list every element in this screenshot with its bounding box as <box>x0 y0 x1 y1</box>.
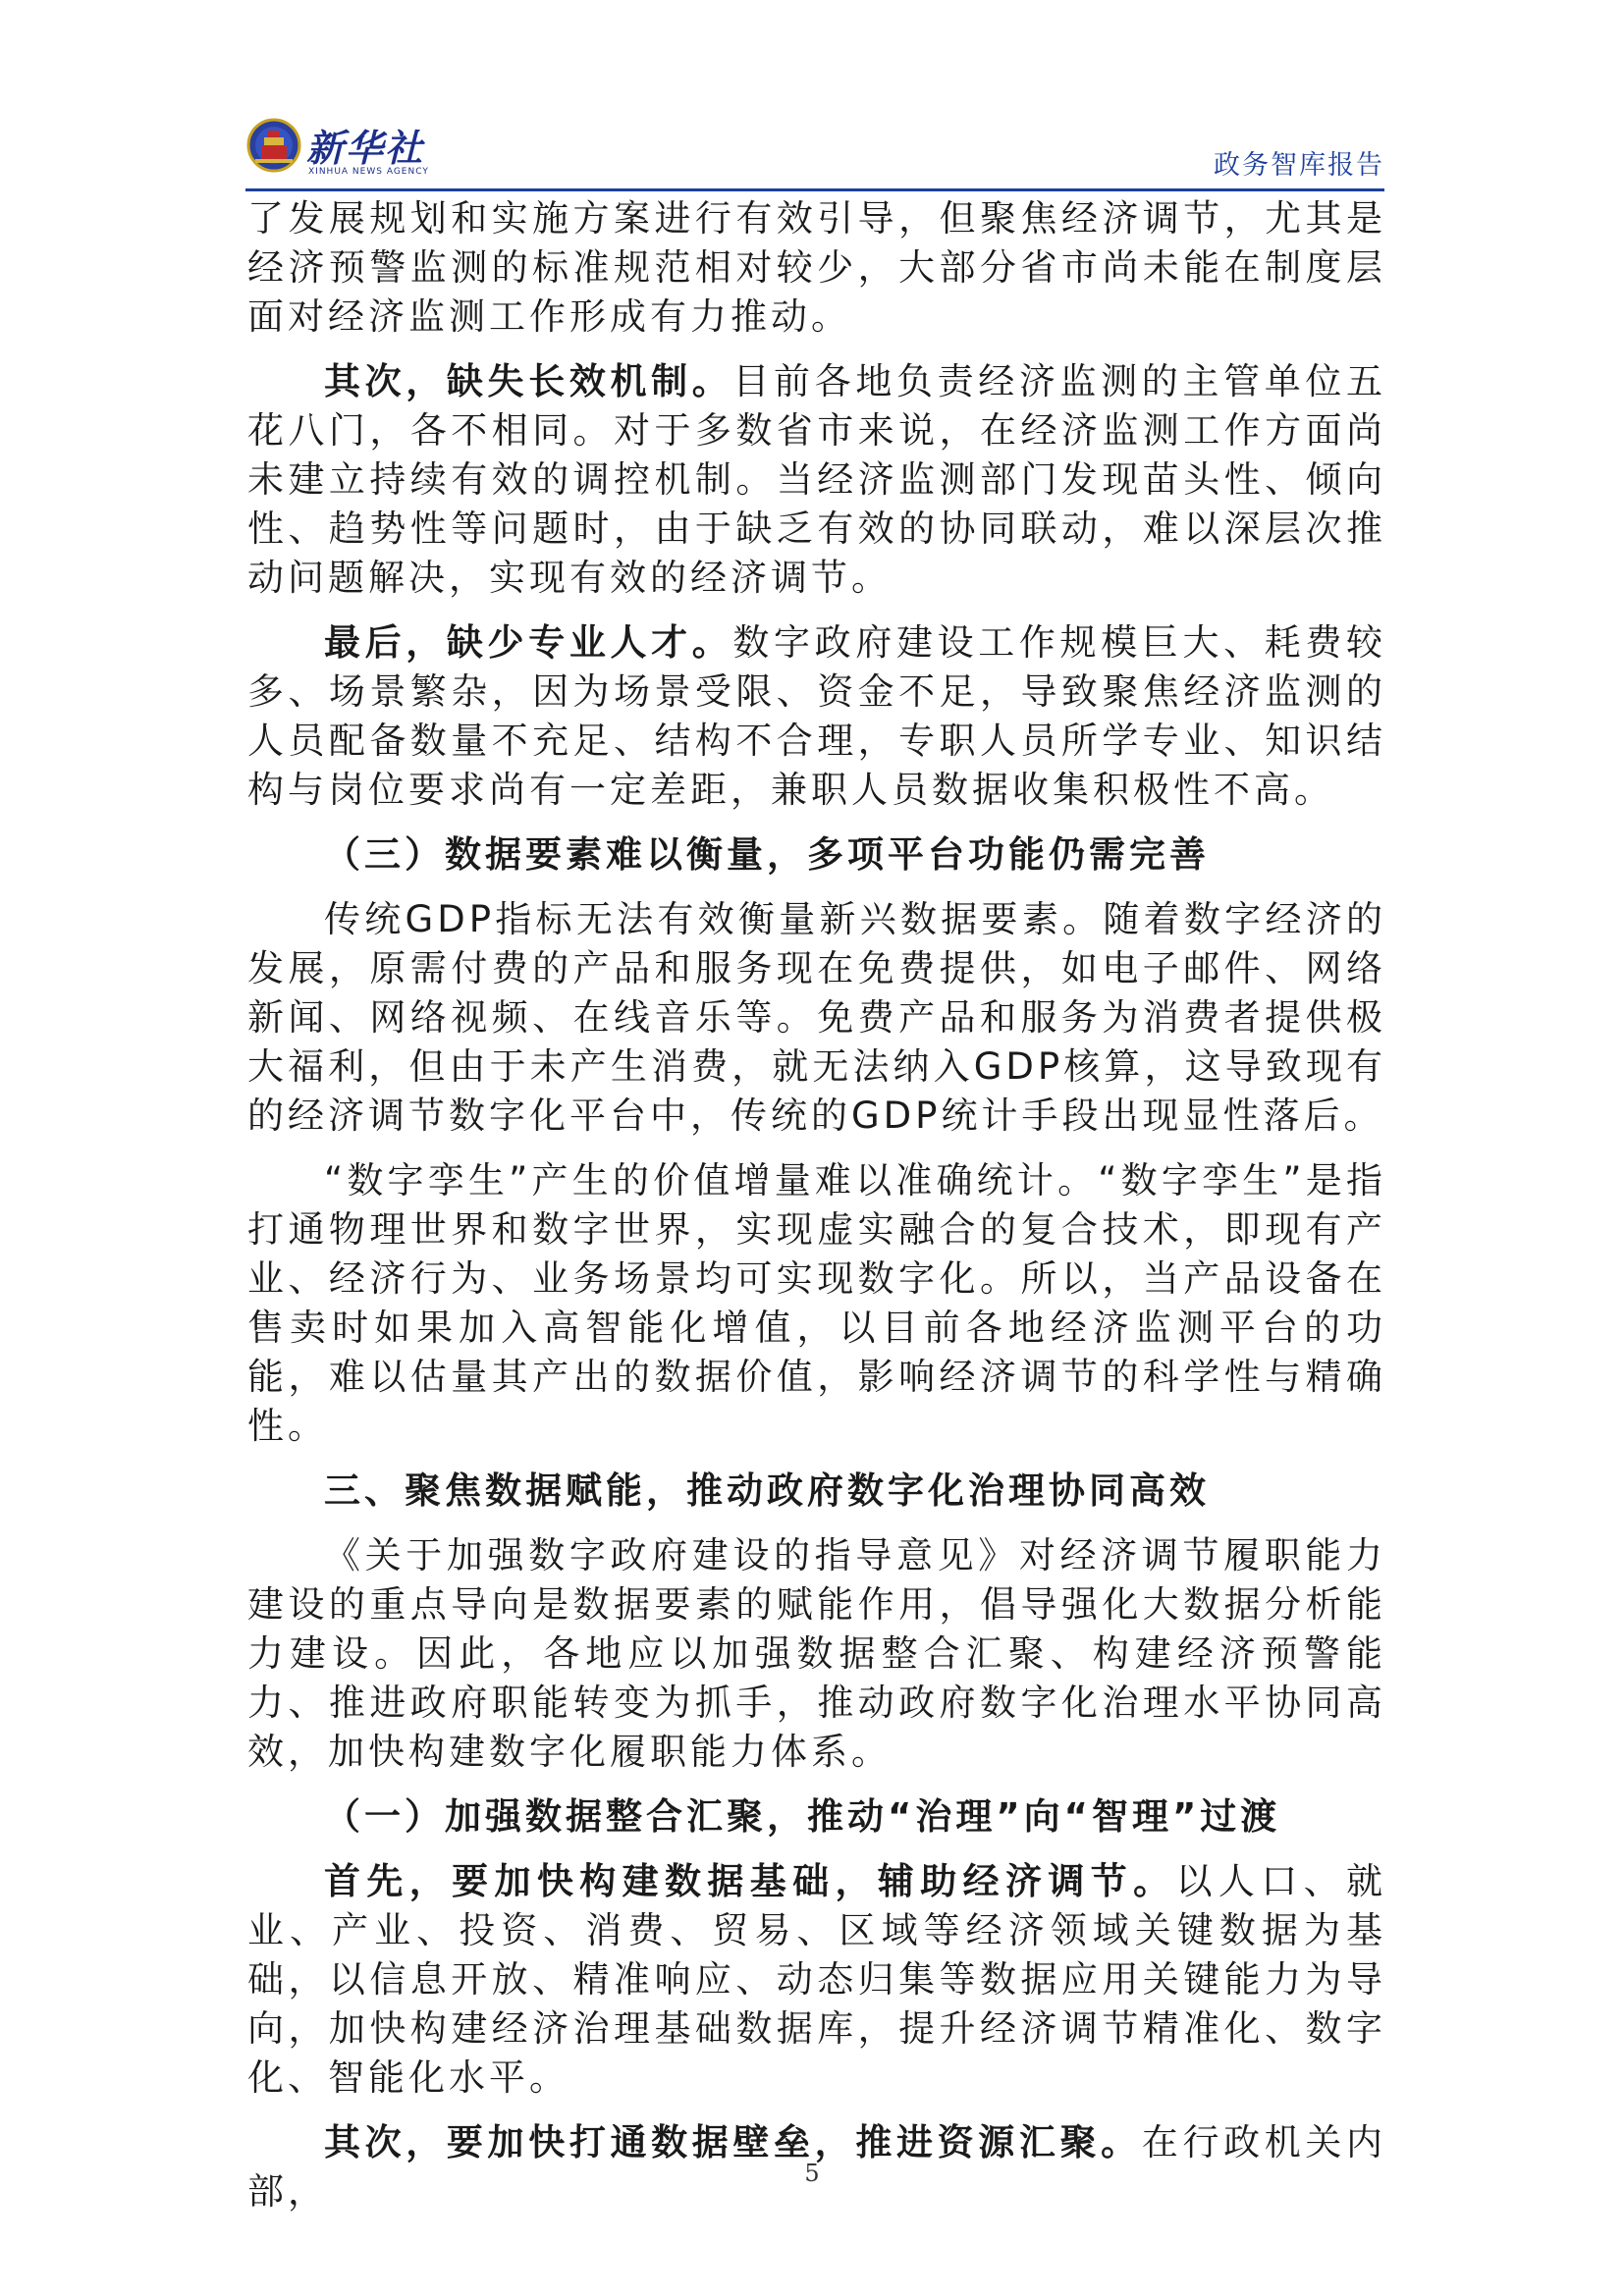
logo-english: XINHUA NEWS AGENCY <box>308 167 429 177</box>
xinhua-emblem-icon <box>245 116 302 177</box>
paragraph-text: 数字政府建设工作规模巨大、耗费较多、场景繁杂，因为场景受限、资金不足，导致聚焦经济监测的人员配备数量不充足、结构不合理，专职人员所学专业、知识结构与岗位要求尚有一定差距，兼职人员数据收集积极性不高。 <box>247 621 1387 811</box>
report-type-label: 政务智库报告 <box>1214 150 1384 181</box>
paragraph: “数字孪生”产生的价值增量难以准确统计。“数字孪生”是指打通物理世界和数字世界，实现虚实融合的复合技术，即现有产业、经济行为、业务场景均可实现数字化。所以，当产品设备在售卖时如果加入高智能化增值，以目前各地经济监测平台的功能，难以估量其产出的数据价值，影响经济调节的科学性与精确性。 <box>247 1159 1386 1447</box>
paragraph: 了发展规划和实施方案进行有效引导，但聚焦经济调节，尤其是经济预警监测的标准规范相对较少，大部分省市尚未能在制度层面对经济监测工作形成有力推动。 <box>247 197 1386 338</box>
paragraph-lead: 其次，要加快打通数据壁垒，推进资源汇聚。 <box>324 2121 1142 2163</box>
paragraph: 《关于加强数字政府建设的指导意见》对经济调节履职能力建设的重点导向是数据要素的赋能作用，倡导强化大数据分析能力建设。因此，各地应以加强数据整合汇聚、构建经济预警能力、推进政府职能转变为抓手，推动政府数字化治理水平协同高效，加快构建数字化履职能力体系。 <box>247 1534 1386 1773</box>
document-body <box>247 194 1386 2232</box>
subsection-heading: （三）数据要素难以衡量，多项平台功能仍需完善 <box>324 833 1210 876</box>
subsection-heading: （一）加强数据整合汇聚，推动“治理”向“智理”过渡 <box>324 1795 1281 1838</box>
paragraph-lead: 首先，要加快构建数据基础，辅助经济调节。 <box>324 1860 1176 1902</box>
paragraph-text: 以人口、就业、产业、投资、消费、贸易、区域等经济领域关键数据为基础，以信息开放、精准响应、动态归集等数据应用关键能力为导向，加快构建经济治理基础数据库，提升经济调节精准化、数字化、智能化水平。 <box>247 1860 1386 2099</box>
paragraph: 传统GDP指标无法有效衡量新兴数据要素。随着数字经济的发展，原需付费的产品和服务现在免费提供，如电子邮件、网络新闻、网络视频、在线音乐等。免费产品和服务为消费者提供极大福利，但由于未产生消费，就无法纳入GDP核算，这导致现有的经济调节数字化平台中，传统的GDP统计手段出现显性落后。 <box>247 898 1386 1137</box>
section-heading: 三、聚焦数据赋能，推动政府数字化治理协同高效 <box>324 1469 1210 1512</box>
page-number: 5 <box>804 2160 820 2187</box>
xinhua-logo <box>245 116 579 185</box>
paragraph-lead: 最后，缺少专业人才。 <box>324 621 733 664</box>
paragraph-lead: 其次，缺失长效机制。 <box>324 360 733 402</box>
paragraph <box>247 1857 1386 2103</box>
page-header <box>245 108 1384 196</box>
logo-wordmark: 新华社 <box>306 126 425 170</box>
paragraph-text: 目前各地负责经济监测的主管单位五花八门，各不相同。对于多数省市来说，在经济监测工作方面尚未建立持续有效的调控机制。当经济监测部门发现苗头性、倾向性、趋势性等问题时，由于缺乏有效的协同联动，难以深层次推动问题解决，实现有效的经济调节。 <box>247 360 1387 599</box>
paragraph <box>247 618 1386 815</box>
header-divider <box>245 188 1384 191</box>
paragraph <box>247 357 1386 603</box>
paragraph-text: 在行政机关内部， <box>247 2121 1387 2213</box>
